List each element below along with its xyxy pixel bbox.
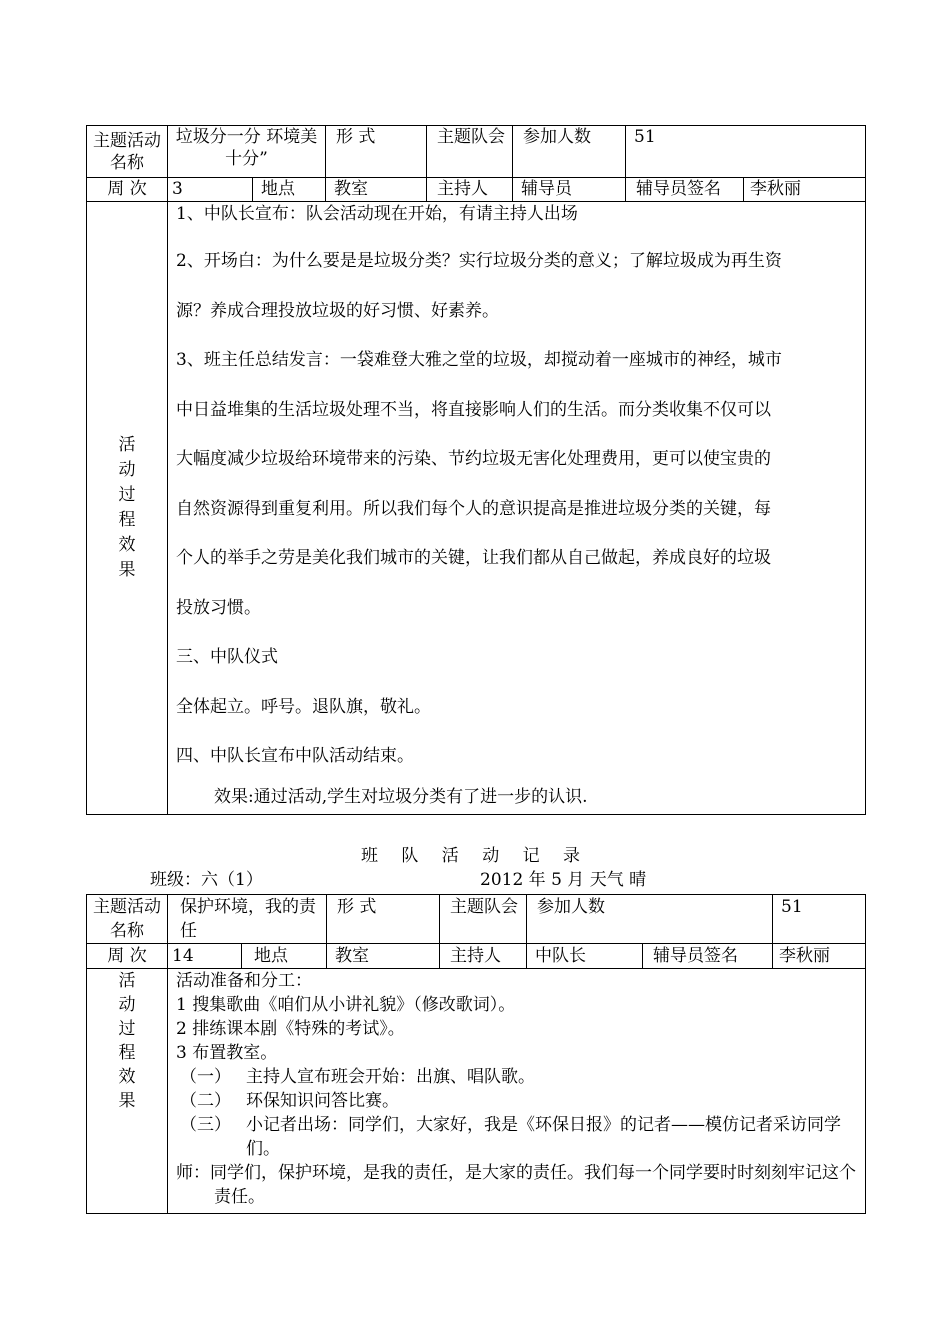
theme-value: 保护环境，我的责任: [168, 895, 327, 944]
process-line: 2、开场白：为什么要是是垃圾分类？实行垃圾分类的意义；了解垃圾成为再生资: [176, 251, 782, 271]
form-label: 形 式: [326, 126, 427, 178]
process-line: 自然资源得到重复利用。所以我们每个人的意识提高是推进垃圾分类的关键，每: [176, 498, 771, 519]
step-item: [176, 1113, 861, 1161]
process-label-char: 活: [118, 971, 136, 991]
prep-line: 2 排练课本剧《特殊的考试》。: [176, 1019, 405, 1039]
prep-line: 活动准备和分工：: [176, 971, 312, 991]
sign-value: 李秋丽: [773, 944, 866, 969]
step-text: 环保知识问答比赛。: [246, 1091, 399, 1111]
activity-record-table-2: [86, 894, 866, 1214]
process-label-char: 程: [118, 510, 136, 530]
step-item: [176, 1089, 861, 1113]
host-value: 中队长: [527, 944, 643, 969]
host-label: 主持人: [427, 178, 513, 202]
theme-value-line-2: 十分”: [225, 149, 268, 169]
host-value: 辅导员: [513, 178, 626, 202]
process-line: 中日益堆集的生活垃圾处理不当，将直接影响人们的生活。而分类收集不仅可以: [176, 399, 771, 420]
process-label-char: 果: [118, 1091, 136, 1111]
form-value: 主题队会: [440, 895, 527, 944]
activity-record-table-1: [86, 125, 866, 815]
process-label-char: 程: [118, 1043, 136, 1063]
sign-value: 李秋丽: [744, 178, 866, 202]
process-line: 个人的举手之劳是美化我们城市的关键，让我们都从自己做起，养成良好的垃圾: [176, 548, 771, 568]
week-value: 3: [168, 178, 253, 202]
process-label-char: 效: [118, 535, 136, 555]
step-text: 小记者出场：同学们，大家好，我是《环保日报》的记者——模仿记者采访同学们。: [246, 1115, 841, 1159]
process-line: 投放习惯。: [176, 597, 261, 618]
process-line: 三、中队仪式: [176, 647, 278, 667]
process-line: 1、中队长宣布：队会活动现在开始，有请主持人出场: [176, 204, 578, 224]
week-value: 14: [168, 944, 242, 969]
place-label: 地点: [253, 178, 326, 202]
week-label: 周 次: [87, 944, 168, 969]
place-value: 教室: [327, 944, 440, 969]
place-label: 地点: [242, 944, 327, 969]
process-line: 全体起立。呼号。退队旗，敬礼。: [176, 696, 431, 717]
week-label: 周 次: [87, 178, 168, 202]
host-label: 主持人: [440, 944, 527, 969]
process-line: 3、班主任总结发言：一袋难登大雅之堂的垃圾，却搅动着一座城市的神经，城市: [176, 350, 782, 370]
process-label-char: 活: [118, 435, 136, 455]
process-line: 四、中队长宣布中队活动结束。: [176, 746, 414, 766]
record-title: 班 队 活 动 记 录: [360, 846, 590, 866]
process-content: [168, 969, 866, 1214]
effect-line: 效果:通过活动,学生对垃圾分类有了进一步的认识.: [214, 786, 588, 807]
process-line: 源？养成合理投放垃圾的好习惯、好素养。: [176, 300, 499, 321]
prep-line: 3 布置教室。: [176, 1043, 278, 1063]
date-weather: 2012 年 5 月 天气 晴: [480, 870, 647, 890]
teacher-speech: 师：同学们，保护环境，是我的责任，是大家的责任。我们每一个同学要时时刻刻牢记这个责任。: [176, 1163, 856, 1207]
step-number: （一）: [180, 1067, 231, 1087]
step-number: （二）: [180, 1091, 231, 1111]
process-label: [87, 969, 168, 1214]
sign-label: 辅导员签名: [626, 178, 744, 202]
theme-value-line-1: 垃圾分一分 环境美: [175, 127, 318, 147]
count-value: 51: [773, 895, 866, 944]
process-label-char: 果: [118, 560, 136, 580]
step-item: [176, 1065, 861, 1089]
process-label-char: 过: [118, 1019, 136, 1039]
step-number: （三）: [180, 1115, 231, 1135]
count-label: 参加人数: [527, 895, 773, 944]
count-label: 参加人数: [513, 126, 626, 178]
process-label-char: 效: [118, 1067, 136, 1087]
process-content: [168, 202, 866, 815]
sign-label: 辅导员签名: [643, 944, 773, 969]
prep-line: 1 搜集歌曲《咱们从小讲礼貌》（修改歌词）。: [176, 995, 516, 1015]
form-label: 形 式: [327, 895, 440, 944]
class-info: 班级：六（1）: [150, 870, 263, 890]
theme-value: [168, 126, 326, 178]
process-label-char: 动: [118, 460, 136, 480]
process-label-char: 过: [118, 485, 136, 505]
process-line: 大幅度减少垃圾给环境带来的污染、节约垃圾无害化处理费用，更可以使宝贵的: [176, 449, 771, 469]
process-label-char: 动: [118, 995, 136, 1015]
process-label: [87, 202, 168, 815]
form-value: 主题队会: [427, 126, 513, 178]
count-value: 51: [626, 126, 866, 178]
step-text: 主持人宣布班会开始：出旗、唱队歌。: [246, 1067, 535, 1087]
theme-label: 主题活动名称: [87, 126, 168, 178]
theme-label: 主题活动名称: [87, 895, 168, 944]
place-value: 教室: [326, 178, 427, 202]
